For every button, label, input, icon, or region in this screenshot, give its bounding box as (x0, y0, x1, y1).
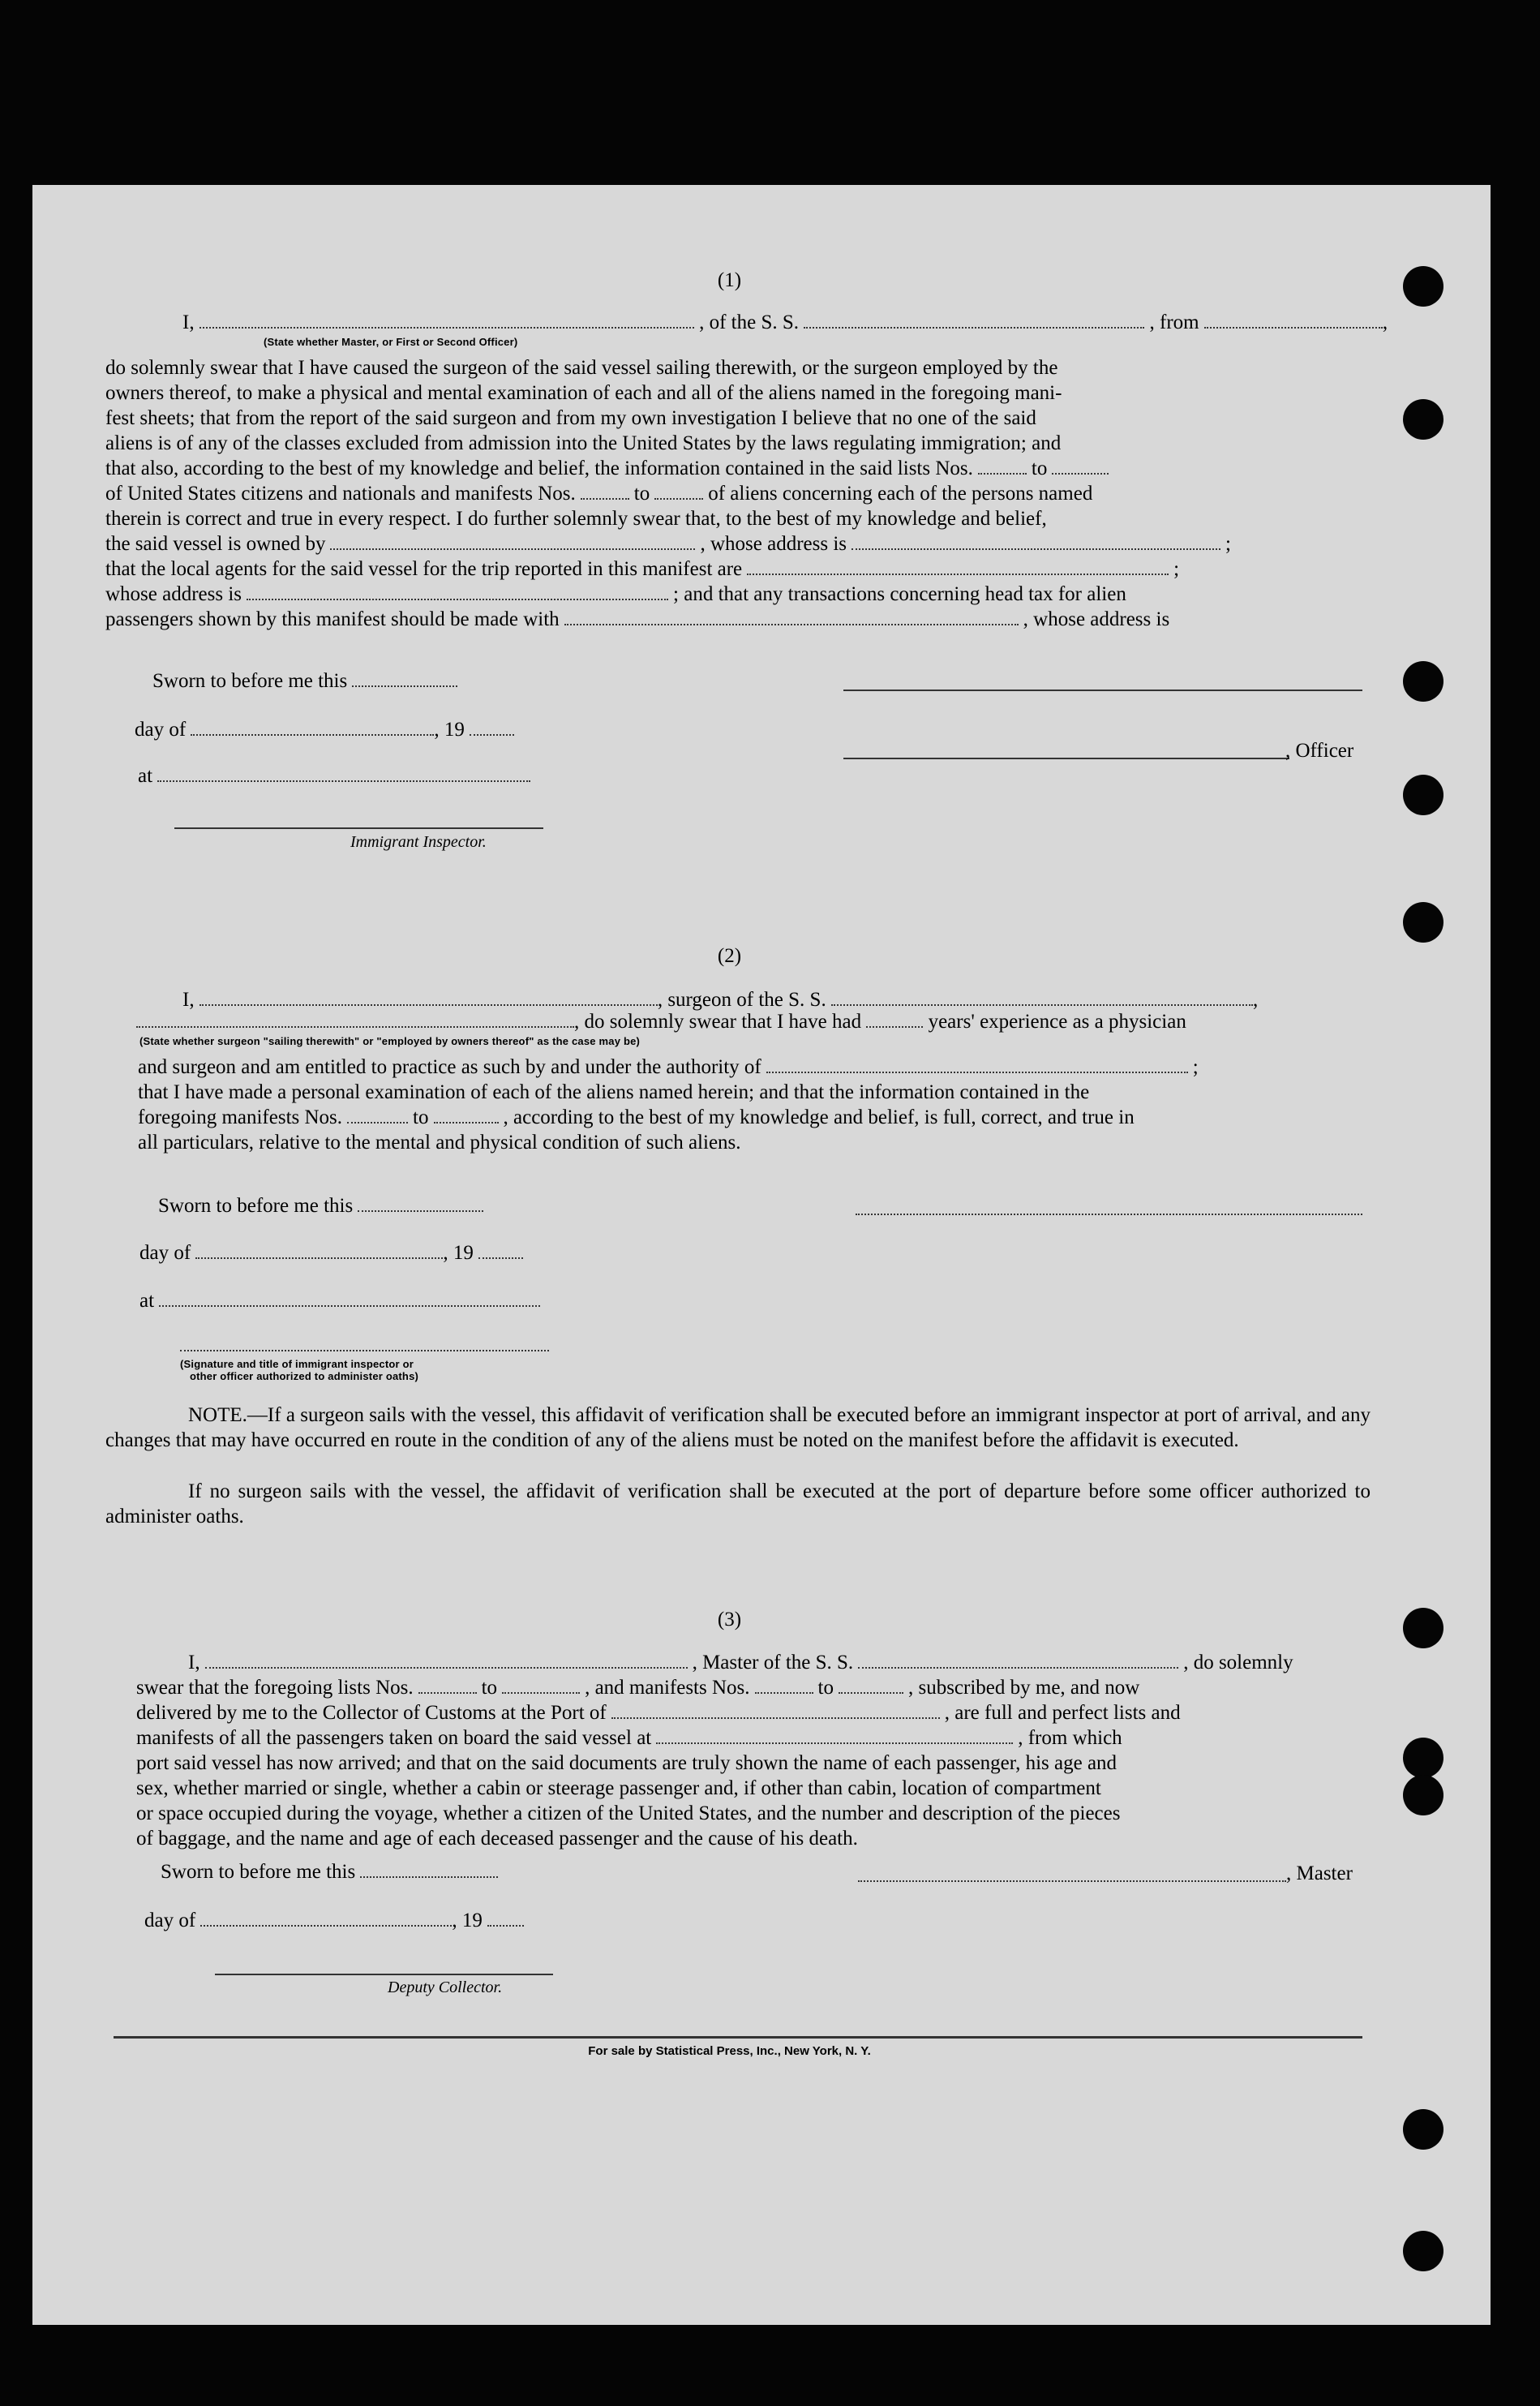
agents-field[interactable] (747, 557, 1169, 575)
surgeon-manifests-to-field[interactable] (434, 1106, 499, 1124)
master-sworn-date-field[interactable] (360, 1876, 498, 1878)
section-1-at-row: at (138, 765, 530, 788)
master-manifests-from-field[interactable] (755, 1676, 813, 1694)
master-manifests-to-field[interactable] (839, 1676, 903, 1694)
sig-caption-1: (Signature and title of immigrant inspector or (180, 1358, 414, 1370)
manifests-to-field[interactable] (654, 482, 703, 500)
address-signature-line[interactable] (843, 690, 1362, 691)
boarding-port-field[interactable] (656, 1726, 1013, 1744)
manifests-from-field[interactable] (581, 482, 629, 500)
surgeon-sworn-date-field[interactable] (358, 1210, 483, 1212)
officer-label: , Officer (1285, 740, 1354, 762)
section-2-at-row: at (139, 1290, 540, 1313)
footer-rule (114, 2036, 1362, 2039)
section-2-sworn-row: Sworn to before me this (158, 1195, 483, 1218)
head-tax-party-field[interactable] (564, 608, 1019, 625)
section-2-second-line: , do solemnly swear that I have had years' experience as a physician (136, 1011, 1186, 1033)
owner-field[interactable] (330, 532, 695, 550)
officer-name-field[interactable] (199, 327, 694, 329)
section-1-body: do solemnly swear that I have caused the surgeon of the said vessel sailing therewith, or the surgeon employed by the owners thereof, to make a physical and mental examination of each and all of the aliens named in the foregoing mani- fest sheets; that from the report of the said surgeon and from my own investigation I believe that no one of the said aliens is of any of the classes excluded from admission into the United States by the laws regulating immigration; and that also, according to the best of my knowledge and belief, the information contained in the said lists Nos. to of United States citizens and nationals and manifests Nos. to of aliens concerning each of the persons named therein is correct and true in every respect. I do further solemnly swear that, to the best of my knowledge and belief, the said vessel is owned by , whose address is ; that the local agents for the said vessel for the trip reported in this manifest are ; whose address is ; and that any transactions concerning head tax for alien passengers shown by this manifest should be made with , whose address is (105, 357, 1231, 630)
year-field[interactable] (470, 734, 514, 736)
punch-hole (1403, 902, 1443, 943)
section-1-number: (1) (717, 269, 742, 291)
note-paragraph-2: If no surgeon sails with the vessel, the affidavit of verification shall be executed at the port of departure before some officer authorized to administer oaths. (105, 1480, 1371, 1527)
master-lists-to-field[interactable] (502, 1676, 580, 1694)
punch-hole (1403, 661, 1443, 702)
note-paragraph-1: NOTE.—If a surgeon sails with the vessel, this affidavit of verification shall be executed before an immigrant inspector at port of arrival, and any changes that may have occurred en route in the condition of any of the aliens must be noted on the manifest before the affidavit is executed. (105, 1404, 1371, 1451)
section-2-opening-line: I, , surgeon of the S. S. , (182, 989, 1259, 1011)
day-of-field[interactable] (191, 734, 434, 736)
master-signature-line[interactable] (858, 1880, 1286, 1882)
punch-hole (1403, 1775, 1443, 1815)
section-2-body: and surgeon and am entitled to practice as such by and under the authority of ; that I have made a personal examination of each of the aliens named herein; and that the information contained in the foregoing manifests Nos. to , according to the best of my knowledge and belief, is full, correct, and true in all particulars, relative to the mental and physical condition of such aliens. (138, 1056, 1199, 1154)
surgeon-name-field[interactable] (199, 1004, 658, 1006)
section-3-number: (3) (717, 1609, 742, 1630)
master-day-field[interactable] (200, 1925, 452, 1927)
years-field[interactable] (866, 1026, 923, 1028)
vessel-name-field[interactable] (804, 327, 1144, 329)
surgeon-caption: (State whether surgeon "sailing therewith" or "employed by owners thereof" as the case may be) (139, 1035, 641, 1047)
surgeon-day-field[interactable] (195, 1257, 443, 1259)
agents-address-field[interactable] (247, 582, 668, 600)
inspector-signature-line[interactable] (174, 827, 543, 829)
section-3-sworn-row: Sworn to before me this (161, 1861, 498, 1884)
punch-hole (1403, 2231, 1443, 2271)
master-label: , Master (1286, 1863, 1353, 1884)
punch-hole (1403, 1738, 1443, 1778)
punch-hole (1403, 399, 1443, 440)
lists-from-field[interactable] (978, 457, 1027, 475)
sig-caption-2: other officer authorized to administer oaths) (190, 1370, 419, 1382)
surgeon-status-field[interactable] (136, 1026, 574, 1028)
master-year-field[interactable] (487, 1925, 524, 1927)
section-1-day-row: day of , 19 (135, 719, 514, 741)
printer-imprint: For sale by Statistical Press, Inc., New York, N. Y. (588, 2044, 871, 2058)
section-3-body: I, , Master of the S. S. , do solemnly swear that the foregoing lists Nos. to , and manifests Nos. to , subscribed by me, and now delivered by me to the Collector of Customs at the Port of , are full and perfect lists and manifests of all the passengers taken on board the said vessel at , from which port said vessel has now arrived; and that on the said documents are truly shown the name of each passenger, his age and sex, whether married or single, whether a cabin or steerage passenger and, if other than cabin, location of compartment or space occupied during the voyage, whether a citizen of the United States, and the number and description of the pieces of baggage, and the name and age of each deceased passenger and the cause of his death. (136, 1652, 1293, 1850)
section-2-day-row: day of , 19 (139, 1242, 523, 1265)
section-1-opening-line: I, , of the S. S. , from , (182, 311, 1388, 333)
section-1-sworn-row: Sworn to before me this (152, 670, 457, 693)
surgeon-at-field[interactable] (159, 1305, 540, 1307)
sworn-date-field[interactable] (352, 685, 457, 687)
master-name-field[interactable] (205, 1651, 688, 1669)
master-vessel-field[interactable] (858, 1651, 1178, 1669)
surgeon-signature-line[interactable] (856, 1214, 1362, 1215)
departure-port-field[interactable] (1204, 327, 1383, 329)
surgeon-manifests-from-field[interactable] (347, 1106, 408, 1124)
officer-caption: (State whether Master, or First or Second Officer) (264, 336, 518, 348)
punch-hole (1403, 2109, 1443, 2150)
collector-label: Deputy Collector. (388, 1979, 503, 1996)
surgeon-year-field[interactable] (478, 1257, 523, 1259)
punch-hole (1403, 775, 1443, 815)
surgeon-vessel-field[interactable] (831, 1004, 1253, 1006)
collector-signature-line[interactable] (215, 1974, 553, 1975)
owner-address-field[interactable] (852, 532, 1220, 550)
surgeon-inspector-signature-line[interactable] (180, 1350, 549, 1351)
section-2-number: (2) (717, 945, 742, 967)
section-3-day-row: day of , 19 (144, 1910, 524, 1932)
lists-to-field[interactable] (1052, 457, 1109, 475)
master-lists-from-field[interactable] (418, 1676, 477, 1694)
practice-authority-field[interactable] (766, 1055, 1188, 1073)
at-field[interactable] (157, 780, 530, 782)
officer-signature-line[interactable] (843, 758, 1289, 759)
inspector-label: Immigrant Inspector. (350, 833, 487, 851)
collector-port-field[interactable] (611, 1701, 940, 1719)
